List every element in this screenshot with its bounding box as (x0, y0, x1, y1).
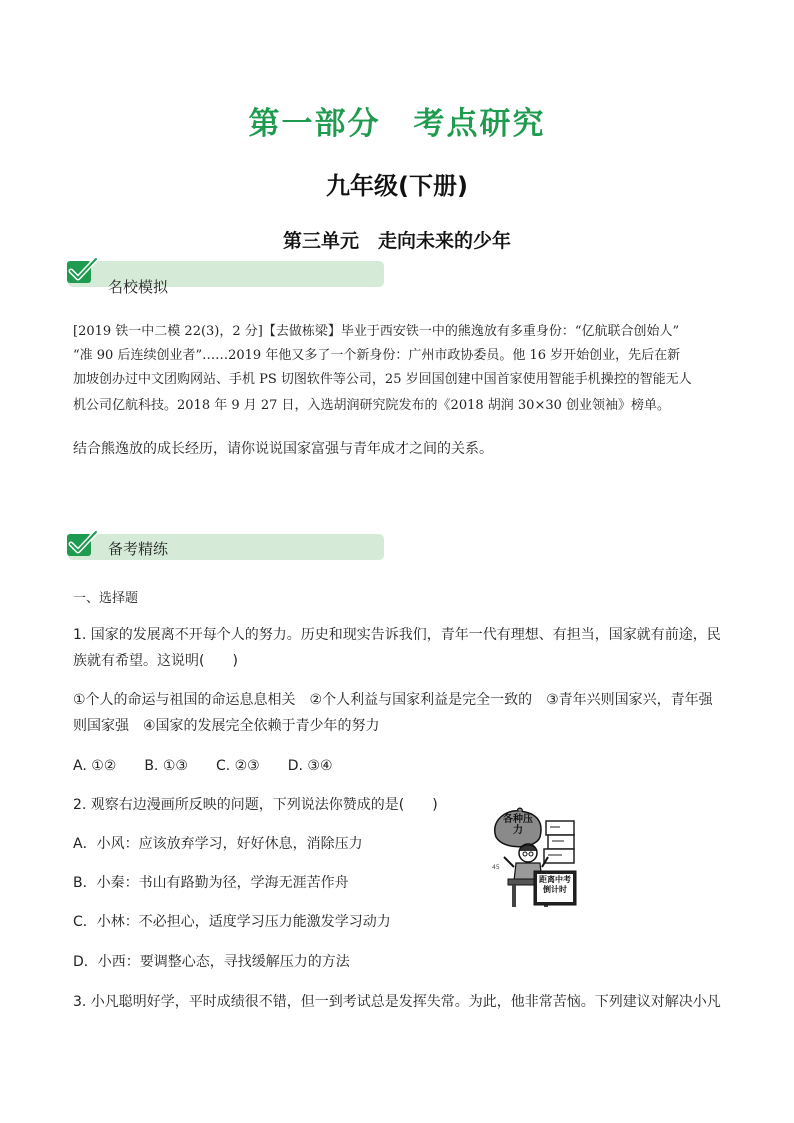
question-1-line: 族就有希望。这说明( ) (73, 653, 238, 669)
question-2-option-d: D．小西：要调整心态，寻找缓解压力的方法 (73, 954, 350, 970)
checkbox-check-icon (66, 257, 98, 285)
question-1-statements: ①个人的命运与祖国的命运息息相关 ②个人利益与国家利益是完全一致的 ③青年兴则国家兴，青年强 (73, 692, 713, 708)
question-2-option-b: B．小秦：书山有路勤为径，学海无涯苦作舟 (73, 875, 349, 891)
cartoon-sign-label: 距离中考倒计时 (539, 875, 571, 894)
passage-line: 加坡创办过中文团购网站、手机 PS 切图软件等公司，25 岁回国创建中国首家使用智能手机操控的智能无人 (73, 372, 692, 387)
question-2-stem: 2. 观察右边漫画所反映的问题，下列说法你赞成的是( ) (73, 797, 438, 813)
part-title: 第一部分 考点研究 (248, 106, 546, 142)
question-3-line: 3. 小凡聪明好学，平时成绩很不错，但一到考试总是发挥失常。为此，他非常苦恼。下列建议对解决小凡 (73, 994, 721, 1010)
passage-question: 结合熊逸放的成长经历，请你说说国家富强与青年成才之间的关系。 (73, 441, 493, 457)
question-2-option-a: A．小风：应该放弃学习，好好休息，消除压力 (73, 836, 363, 852)
passage-line: [2019 铁一中二模 22(3)，2 分]【去做栋梁】毕业于西安铁一中的熊逸放有多重身份：“亿航联合创始人” (73, 324, 680, 339)
question-1-statements: 则国家强 ④国家的发展完全依赖于青少年的努力 (73, 718, 380, 734)
section-label-famous-schools: 名校模拟 (108, 278, 169, 296)
unit-title: 第三单元 走向未来的少年 (282, 230, 511, 252)
grade-title: 九年级(下册) (326, 172, 468, 200)
cartoon-number: 45 (492, 864, 500, 871)
question-2-option-c: C．小林：不必担心，适度学习压力能激发学习动力 (73, 914, 391, 930)
checkbox-check-icon (66, 530, 98, 558)
question-1-line: 1. 国家的发展离不开每个人的努力。历史和现实告诉我们，青年一代有理想、有担当，国家就有前途，民 (73, 627, 721, 643)
cartoon-sack-label: 各种压力 (503, 814, 533, 836)
passage-line: “准 90 后连续创业者”……2019 年他又多了一个新身份：广州市政协委员。他 16 岁开始创业，先后在新 (73, 348, 681, 363)
section-label-exam-practice: 备考精练 (108, 540, 169, 558)
passage-line: 机公司亿航科技。2018 年 9 月 27 日，入选胡润研究院发布的《2018 胡润 30×30 创业领袖》榜单。 (73, 398, 671, 413)
question-1-options: A. ①② B. ①③ C. ②③ D. ③④ (73, 758, 333, 774)
section-heading-choice: 一、选择题 (73, 591, 139, 606)
